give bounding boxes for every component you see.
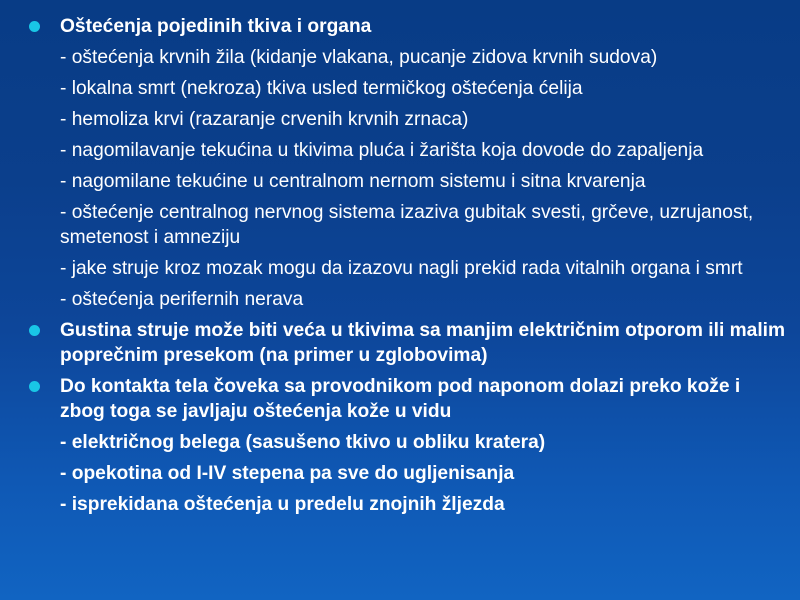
sub-item: - jake struje kroz mozak mogu da izazovu nagli prekid rada vitalnih organa i smrt <box>60 258 743 279</box>
bullet-item <box>26 374 786 424</box>
sub-item: - nagomilavanje tekućina u tkivima pluća i žarišta koja dovode do zapaljenja <box>60 140 704 161</box>
bullet-dot-icon <box>29 381 40 392</box>
sub-item: - isprekidana oštećenja u predelu znojnih žljezda <box>60 494 505 515</box>
slide-content <box>26 14 786 517</box>
bullet-text: Gustina struje može biti veća u tkivima sa manjim električnim otporom ili malim poprečnim presekom (na primer u zglobovima) <box>60 320 786 366</box>
bullet-item <box>26 14 786 39</box>
bullet-dot-icon <box>29 21 40 32</box>
bullet-text: Oštećenja pojedinih tkiva i organa <box>60 16 372 37</box>
sub-item: - oštećenja perifernih nerava <box>60 289 304 310</box>
sub-item: - nagomilane tekućine u centralnom nernom sistemu i sitna krvarenja <box>60 171 646 192</box>
sub-item: - opekotina od I-IV stepena pa sve do ugljenisanja <box>60 463 515 484</box>
sub-item: - oštećenje centralnog nervnog sistema izaziva gubitak svesti, grčeve, uzrujanost, smetenost i amneziju <box>60 202 754 248</box>
bullet-item <box>26 318 786 368</box>
bullet-dot-icon <box>29 325 40 336</box>
bullet-text: Do kontakta tela čoveka sa provodnikom pod naponom dolazi preko kože i zbog toga se javljaju oštećenja kože u vidu <box>60 376 741 422</box>
sub-item: - lokalna smrt (nekroza) tkiva usled termičkog oštećenja ćelija <box>60 78 583 99</box>
sub-item: - hemoliza krvi (razaranje crvenih krvnih zrnaca) <box>60 109 469 130</box>
sub-item: - oštećenja krvnih žila (kidanje vlakana, pucanje zidova krvnih sudova) <box>60 47 658 68</box>
sub-item: - električnog belega (sasušeno tkivo u obliku kratera) <box>60 432 546 453</box>
